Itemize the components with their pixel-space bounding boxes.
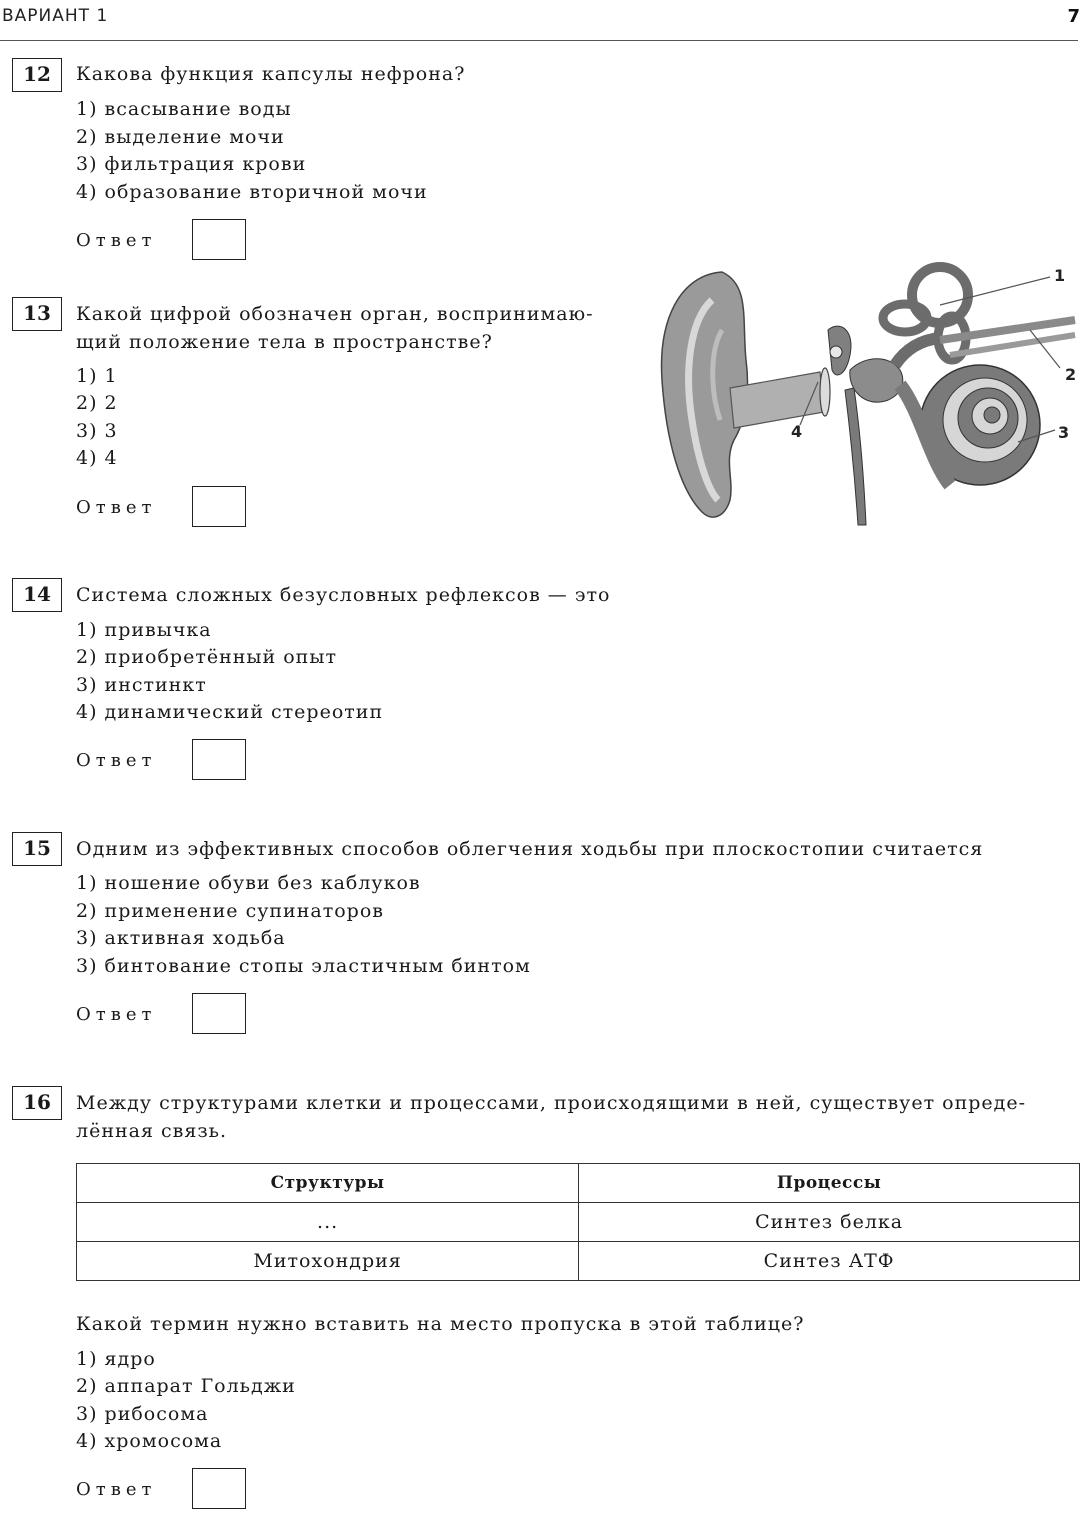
table-header-row [77, 1164, 1080, 1203]
figure-label-1: 1 [1054, 266, 1066, 285]
figure-label-3: 3 [1058, 423, 1070, 442]
q14-option-2: 2) приобретённый опыт [76, 646, 337, 668]
q16-option-2: 2) аппарат Гольджи [76, 1375, 296, 1397]
table-cell: Синтез белка [579, 1203, 1080, 1242]
q12-option-1: 1) всасывание воды [76, 98, 292, 120]
q13-option-4: 4) 4 [76, 447, 118, 469]
table-header-structures: Структуры [77, 1164, 579, 1203]
question-number-12: 12 [12, 58, 62, 92]
q12-answer-box[interactable] [192, 219, 246, 260]
table-cell: Митохондрия [77, 1242, 579, 1281]
question-13-text-line2: щий положение тела в пространстве? [76, 331, 493, 353]
table-cell: ... [77, 1203, 579, 1242]
q16-answer-box[interactable] [192, 1468, 246, 1509]
q15-option-3: 3) активная ходьба [76, 927, 286, 949]
q15-option-2: 2) применение супинаторов [76, 900, 384, 922]
page-number: 7 [1067, 6, 1080, 27]
question-number-15: 15 [12, 832, 62, 866]
figure-label-2: 2 [1065, 365, 1077, 384]
question-15-text: Одним из эффективных способов облегчения ходьбы при плоскостопии считается [76, 838, 984, 860]
q14-option-3: 3) инстинкт [76, 674, 207, 696]
question-number-14: 14 [12, 578, 62, 612]
figure-label-4: 4 [791, 422, 803, 441]
q12-option-3: 3) фильтрация крови [76, 153, 307, 175]
q14-answer-box[interactable] [192, 739, 246, 780]
header-divider [0, 40, 1078, 41]
structures-processes-table [76, 1163, 1080, 1281]
question-16-subquestion: Какой термин нужно вставить на место пропуска в этой таблице? [76, 1313, 805, 1335]
table-header-processes: Процессы [579, 1164, 1080, 1203]
question-13-text-line1: Какой цифрой обозначен орган, воспринимаю- [76, 303, 594, 325]
q15-answer-label: Ответ [76, 1004, 157, 1025]
q16-answer-label: Ответ [76, 1479, 157, 1500]
q13-option-1: 1) 1 [76, 365, 118, 387]
question-14-text: Система сложных безусловных рефлексов — это [76, 584, 611, 606]
question-number-16: 16 [12, 1086, 62, 1120]
q15-option-4: 3) бинтование стопы эластичным бинтом [76, 955, 531, 977]
q12-option-4: 4) образование вторичной мочи [76, 181, 428, 203]
q15-answer-box[interactable] [192, 993, 246, 1034]
question-number-13: 13 [12, 297, 62, 331]
table-row [77, 1242, 1080, 1281]
q16-option-3: 3) рибосома [76, 1403, 209, 1425]
q14-answer-label: Ответ [76, 750, 157, 771]
q14-option-1: 1) привычка [76, 619, 212, 641]
variant-label: ВАРИАНТ 1 [2, 6, 109, 26]
q15-option-1: 1) ношение обуви без каблуков [76, 872, 421, 894]
q12-answer-label: Ответ [76, 230, 157, 251]
question-16-text-line2: лённая связь. [76, 1120, 228, 1142]
ear-anatomy-figure [650, 260, 1080, 535]
q13-option-2: 2) 2 [76, 392, 118, 414]
question-16-text-line1: Между структурами клетки и процессами, происходящими в ней, существует опреде- [76, 1092, 1026, 1114]
table-row [77, 1203, 1080, 1242]
table-cell: Синтез АТФ [579, 1242, 1080, 1281]
question-12-text: Какова функция капсулы нефрона? [76, 63, 466, 85]
q14-option-4: 4) динамический стереотип [76, 701, 384, 723]
q16-option-1: 1) ядро [76, 1348, 156, 1370]
q12-option-2: 2) выделение мочи [76, 126, 285, 148]
q13-option-3: 3) 3 [76, 420, 118, 442]
q13-answer-label: Ответ [76, 497, 157, 518]
q16-option-4: 4) хромосома [76, 1430, 223, 1452]
q13-answer-box[interactable] [192, 486, 246, 527]
